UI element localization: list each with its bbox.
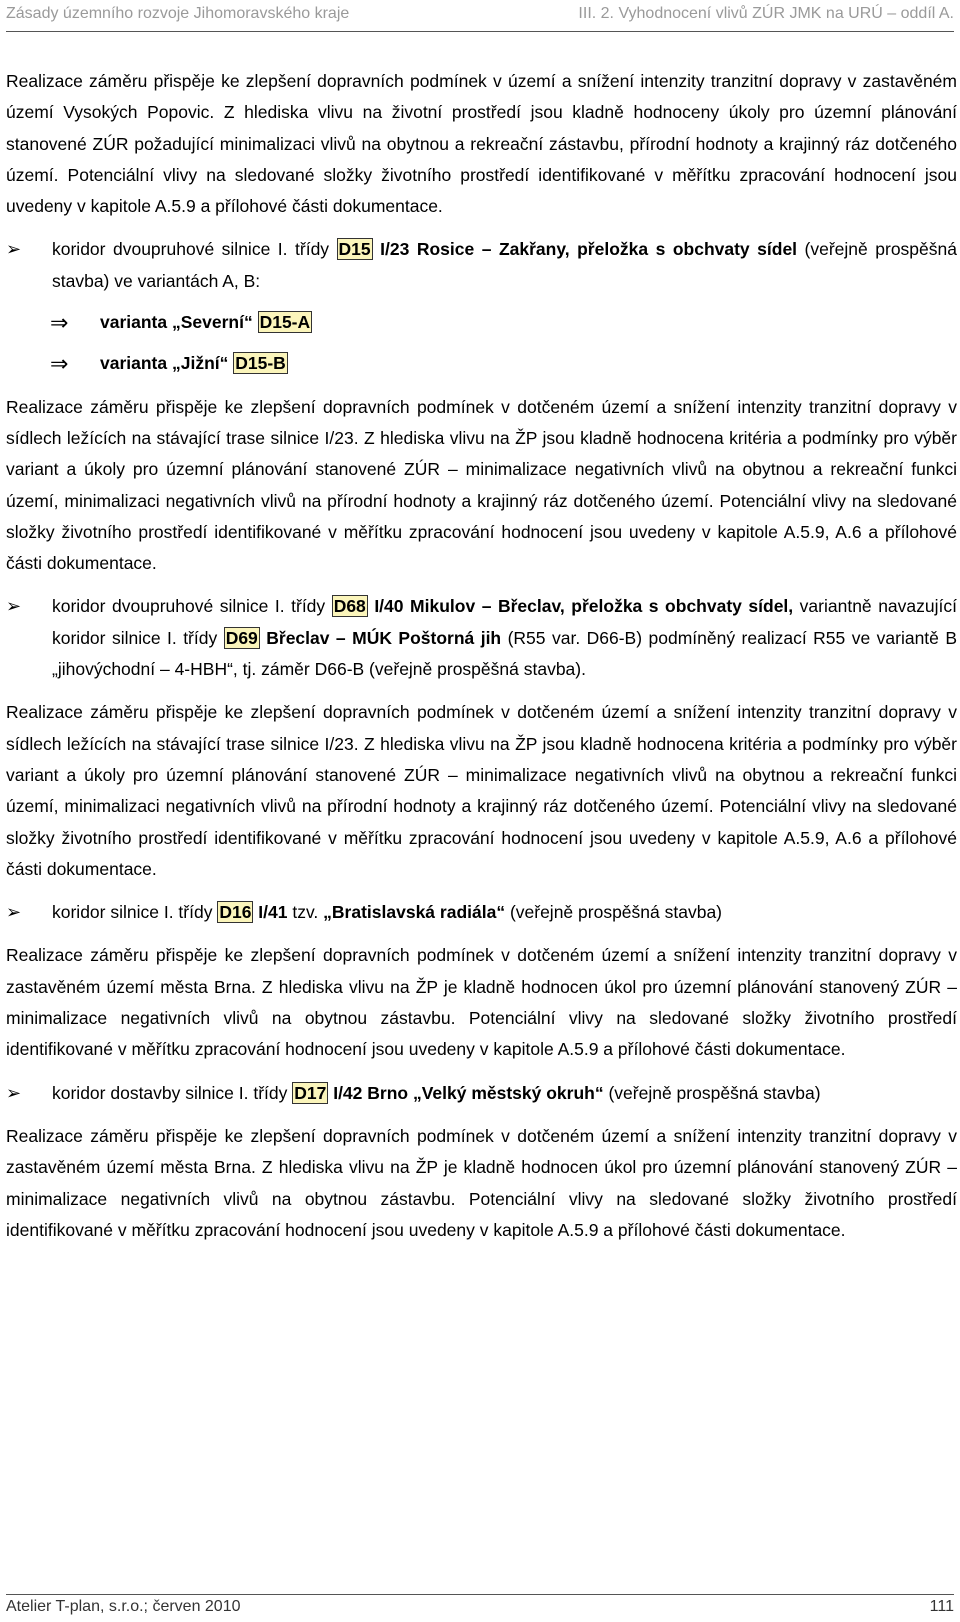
paragraph-d17: Realizace záměru přispěje ke zlepšení dopravních podmínek v dotčeném území a snížení intenzity tranzitní dopravy v zastavěném území města Brna. Z hlediska vlivu na ŽP je kladně hodnocen úkol pro územní plánování stanovený ZÚR – minimalizace negativních vlivů na obytnou zástavbu. Potenciální vlivy na sledované složky životního prostředí identifikované v měřítku zpracování hodnocení jsou uvedeny v kapitole A.5.9 a přílohové části dokumentace.	[6, 1125, 957, 1240]
variant-item-a	[6, 307, 957, 338]
code-badge-d15b: D15-B	[235, 353, 286, 374]
header-section-title: III. 2. Vyhodnocení vlivů ZÚR JMK na URÚ – oddíl A.	[578, 5, 954, 22]
code-badge-d68: D68	[333, 596, 366, 617]
intro-paragraph: Realizace záměru přispěje ke zlepšení dopravních podmínek v území a snížení intenzity tranzitní dopravy v zastavěném území Vysokých Popovic. Z hlediska vlivu na životní prostředí jsou kladně hodnoceny úkoly pro územní plánování stanovené ZÚR požadující minimalizaci vlivů na obytnou a rekreační zástavbu, přírodní hodnoty a krajinný ráz dotčeného území. Potenciální vlivy na sledované složky životního prostředí identifikované v měřítku zpracování hodnocení jsou uvedeny v kapitole A.5.9 a přílohové části dokumentace.	[6, 71, 957, 217]
arrowhead-bullet-icon: ➢	[6, 1082, 22, 1103]
header-document-title: Zásady územního rozvoje Jihomoravského kraje	[6, 5, 350, 22]
paragraph-d16: Realizace záměru přispěje ke zlepšení dopravních podmínek v dotčeném území a snížení intenzity tranzitní dopravy v zastavěném území města Brna. Z hlediska vlivu na ŽP je kladně hodnocen úkol pro územní plánování stanovený ZÚR – minimalizace negativních vlivů na obytnou zástavbu. Potenciální vlivy na sledované složky životního prostředí identifikované v měřítku zpracování hodnocení jsou uvedeny v kapitole A.5.9 a přílohové části dokumentace.	[6, 945, 957, 1060]
paragraph-d68: Realizace záměru přispěje ke zlepšení dopravních podmínek v dotčeném území a snížení intenzity tranzitní dopravy v sídlech ležících na stávající trase silnice I/23. Z hlediska vlivu na ŽP jsou kladně hodnocena kritéria a podmínky pro výběr variant a úkoly pro územní plánování stanovené ZÚR – minimalizace negativních vlivů na obytnou a rekreační funkci území, minimalizaci negativních vlivů na přírodní hodnoty a krajinný ráz dotčeného území. Potenciální vlivy na sledované složky životního prostředí identifikované v měřítku zpracování hodnocení jsou uvedeny v kapitole A.5.9, A.6 a přílohové části dokumentace.	[6, 702, 957, 879]
code-badge-d16: D16	[219, 902, 252, 923]
list-item-d68	[6, 591, 957, 685]
double-arrow-icon: ⇒	[50, 351, 69, 377]
double-arrow-icon: ⇒	[50, 310, 69, 336]
arrowhead-bullet-icon: ➢	[6, 239, 22, 260]
variant-label: varianta „Jižní“	[100, 353, 234, 374]
code-badge-d15a: D15-A	[259, 312, 311, 333]
item-bold-text: Břeclav – MÚK Poštorná jih	[259, 627, 502, 648]
item-text: (R55 var. D66-B) podmíněný realizací R55 ve variantě B „jihovýchodní – 4-HBH“, tj. záměr D66-B (veřejně prospěšná stavba).	[52, 627, 958, 680]
page-number: 111	[929, 1598, 954, 1615]
item-text: koridor dostavby silnice I. třídy	[52, 1082, 293, 1103]
item-bold-text: I/40 Mikulov – Břeclav, přeložka s obchvaty sídel,	[367, 596, 794, 617]
item-text: variantně navazující koridor silnice I. třídy	[52, 596, 957, 648]
list-item-d17	[6, 1078, 957, 1109]
item-text: (veřejně prospěšná stavba)	[603, 1082, 821, 1103]
code-badge-d69: D69	[225, 627, 258, 648]
item-text: koridor dvoupruhové silnice I. třídy	[52, 596, 332, 617]
code-badge-d17: D17	[294, 1082, 327, 1103]
page-header	[6, 3, 954, 32]
item-bold-text: I/23 Rosice – Zakřany, přeložka s obchvaty sídel	[372, 239, 798, 260]
item-bold-text: „Bratislavská radiála“	[323, 902, 506, 923]
item-bold-text: I/42 Brno „Velký městský okruh“	[328, 1082, 604, 1103]
list-item-d16	[6, 897, 957, 928]
item-text: (veřejně prospěšná stavba) ve variantách A, B:	[52, 239, 957, 291]
code-badge-d15: D15	[338, 239, 371, 260]
paragraph-d15: Realizace záměru přispěje ke zlepšení dopravních podmínek v dotčeném území a snížení intenzity tranzitní dopravy v sídlech ležících na stávající trase silnice I/23. Z hlediska vlivu na ŽP jsou kladně hodnocena kritéria a podmínky pro výběr variant a úkoly pro územní plánování stanovené ZÚR – minimalizace negativních vlivů na obytnou a rekreační funkci území, minimalizaci negativních vlivů na přírodní hodnoty a krajinný ráz dotčeného území. Potenciální vlivy na sledované složky životního prostředí identifikované v měřítku zpracování hodnocení jsou uvedeny v kapitole A.5.9, A.6 a přílohové části dokumentace.	[6, 396, 957, 574]
item-text: koridor silnice I. třídy	[52, 902, 218, 923]
item-text: (veřejně prospěšná stavba)	[505, 902, 722, 923]
item-text: tzv.	[287, 902, 324, 923]
item-bold-text: I/41	[253, 902, 288, 923]
footer-company: Atelier T-plan, s.r.o.; červen 2010	[6, 1598, 241, 1615]
variant-item-b	[6, 348, 957, 379]
arrowhead-bullet-icon: ➢	[6, 902, 22, 923]
page-footer	[6, 1594, 954, 1619]
variant-label: varianta „Severní“	[100, 312, 258, 333]
list-item-d15	[6, 234, 957, 297]
page-content	[6, 66, 957, 1246]
arrowhead-bullet-icon: ➢	[6, 596, 22, 617]
item-text: koridor dvoupruhové silnice I. třídy	[52, 239, 337, 260]
